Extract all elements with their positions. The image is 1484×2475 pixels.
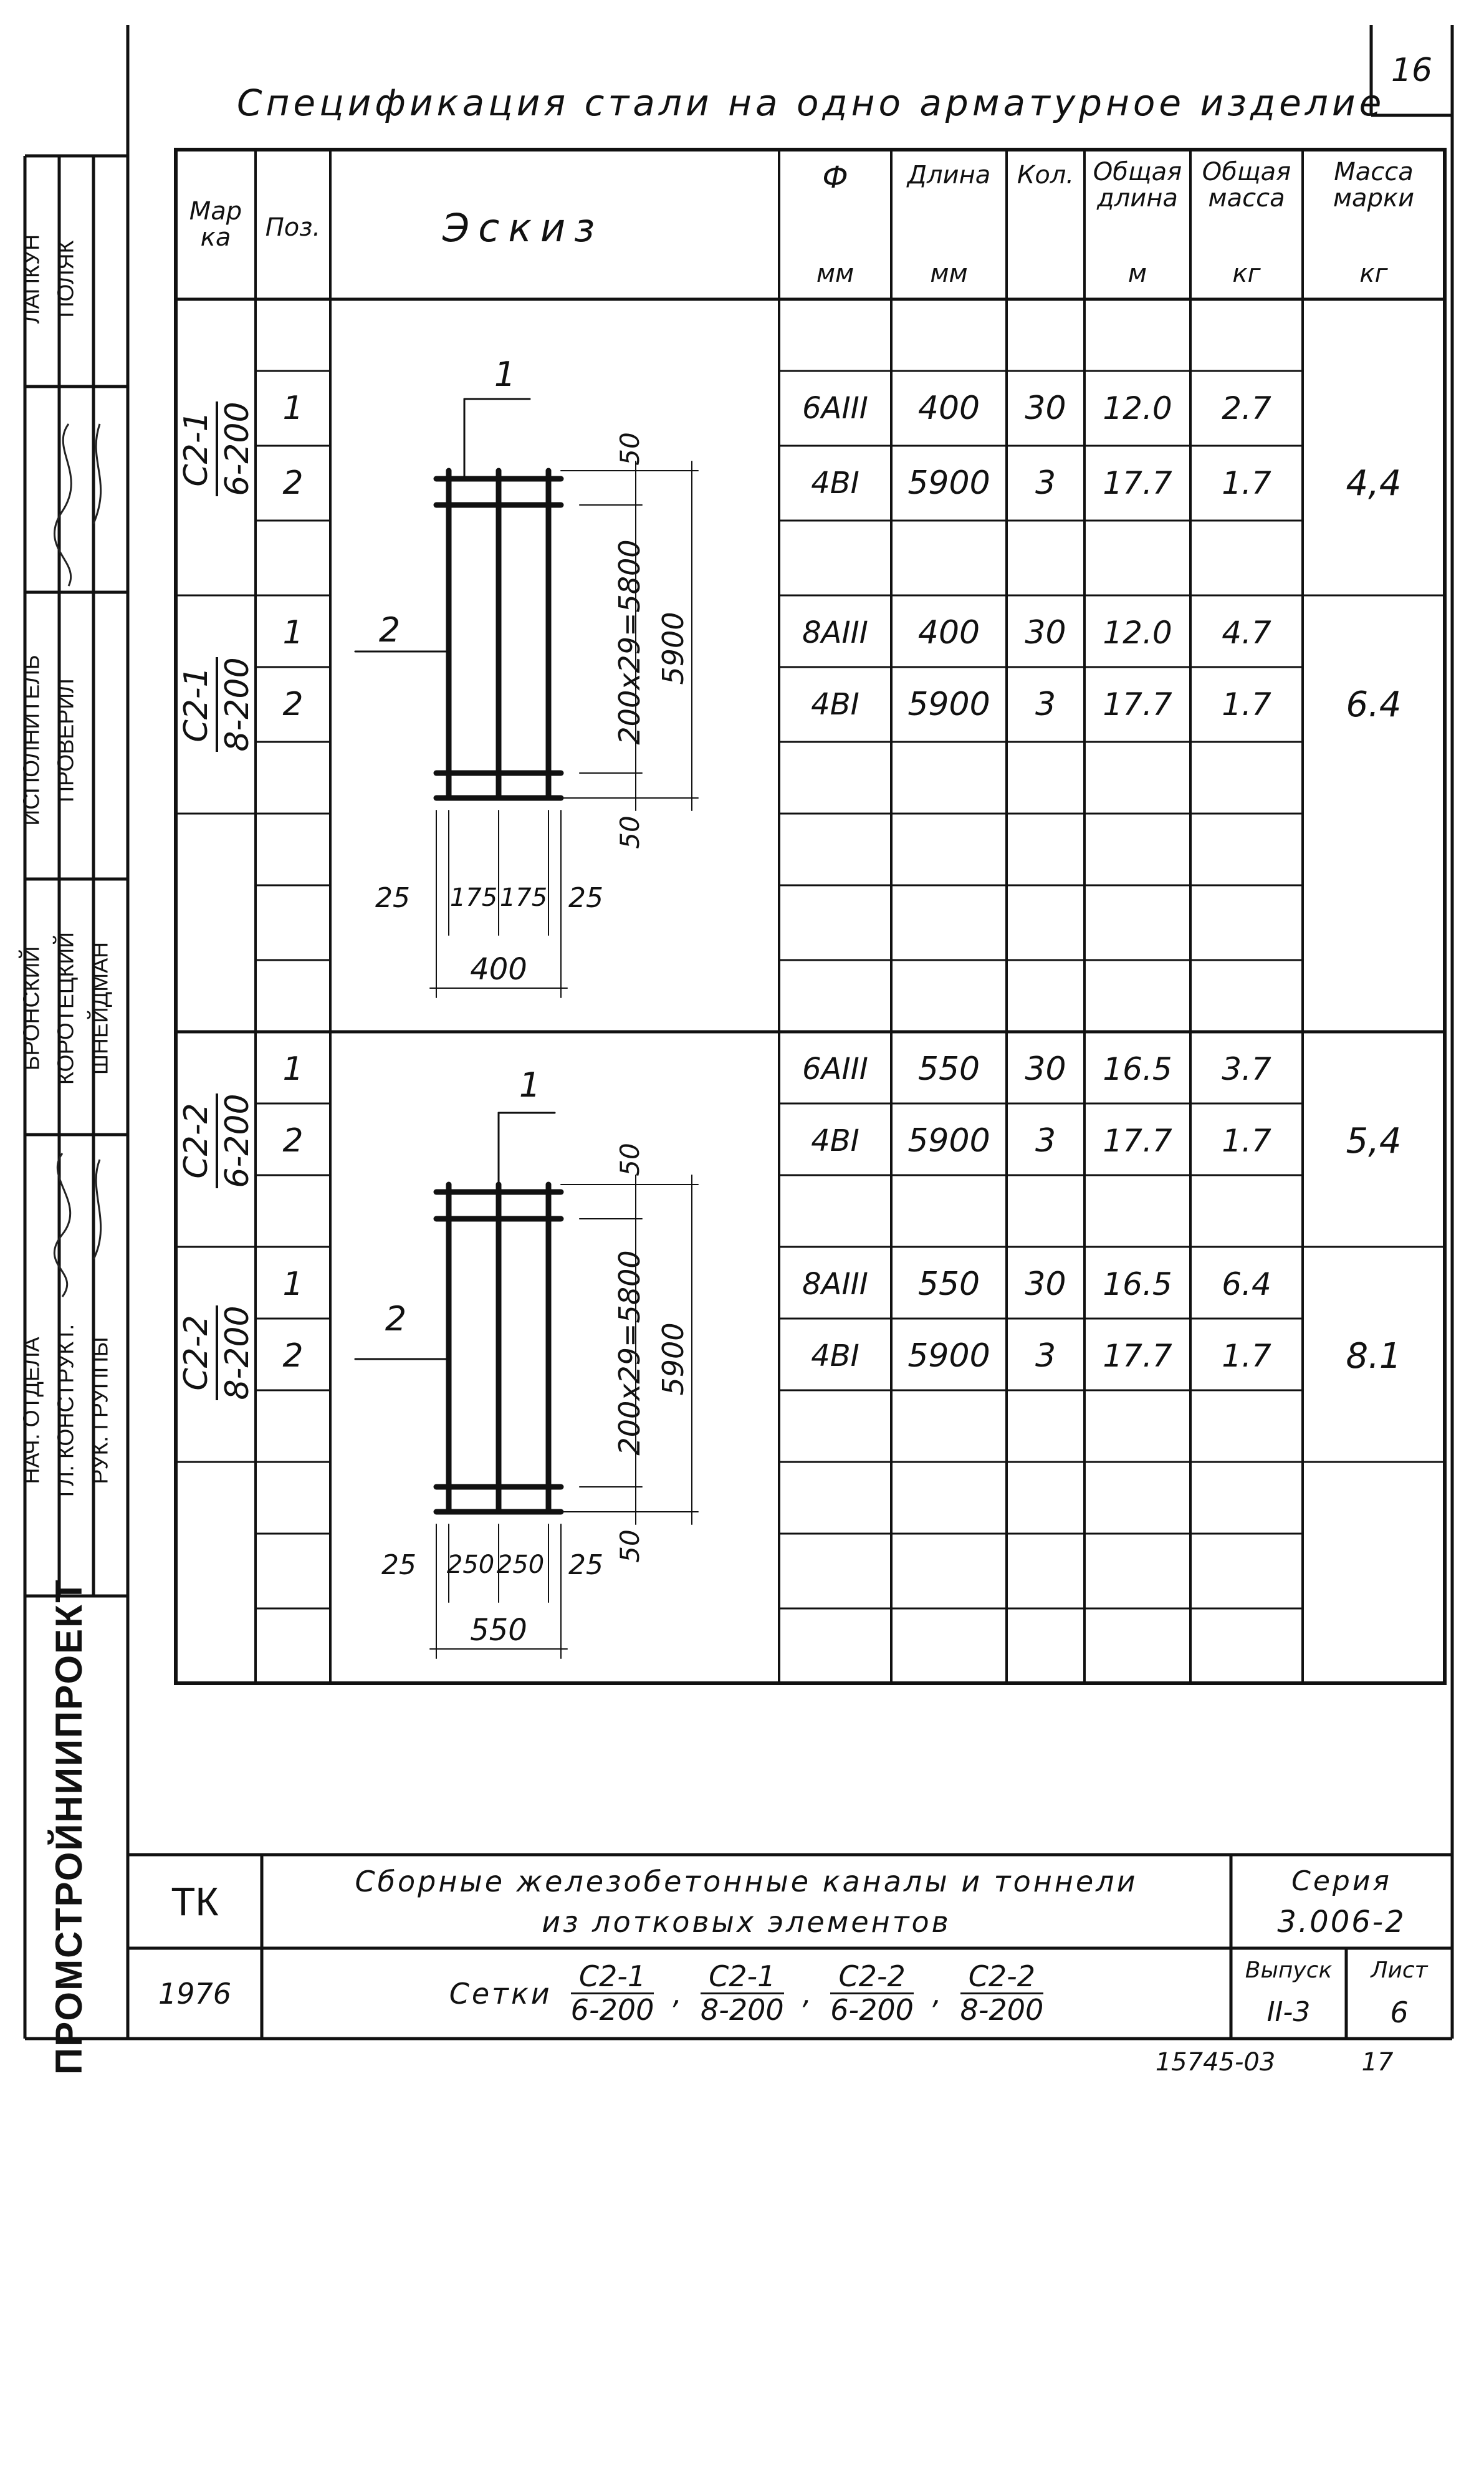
- sketch1-w3: 175: [499, 883, 548, 912]
- mark-mass: 5,4: [1346, 1120, 1402, 1161]
- row-len-cell: 5900: [907, 464, 990, 502]
- mark-num: С2-1: [178, 411, 215, 487]
- tb-fraction-den: 6-200: [570, 1993, 654, 2027]
- row-tmass-cell: 1.7: [1222, 1338, 1271, 1374]
- header-total-length-unit: м: [1127, 259, 1147, 288]
- header-eskiz: Эскиз: [443, 204, 604, 251]
- role-1: НАЧ. ОТДЕЛА: [18, 1337, 44, 1484]
- tb-comma: ,: [802, 1976, 812, 2011]
- row-poz-cell: 1: [282, 1266, 304, 1303]
- header-marka-label: Марка: [189, 197, 242, 252]
- page-title: Спецификация стали на одно арматурное изделие: [237, 82, 1386, 124]
- header-length-label: Длина: [907, 161, 991, 190]
- sketch2-pos1: 1: [519, 1065, 541, 1105]
- name-2: КОРОТЕЦКИЙ: [52, 931, 78, 1085]
- tb-series-label: Серия: [1291, 1865, 1392, 1897]
- row-qty-cell: 30: [1025, 1050, 1066, 1088]
- tb-series-value: 3.006-2: [1277, 1904, 1406, 1939]
- row-len-cell: 550: [917, 1266, 980, 1303]
- sketch2-dim-total: 5900: [656, 1322, 690, 1396]
- tb-issue-label: Выпуск: [1245, 1957, 1333, 1983]
- row-tlen-cell: 17.7: [1103, 1123, 1172, 1159]
- name-1: БРОНСКИЙ: [18, 946, 44, 1071]
- row-phi-cell: 4ВI: [811, 466, 859, 501]
- tb-nets: [262, 1951, 1231, 2035]
- mark-den: 6-200: [216, 401, 257, 496]
- name-3: ШНЕЙДМАН: [87, 941, 112, 1075]
- row-poz-cell: 1: [282, 614, 304, 651]
- mark-den: 8-200: [216, 1305, 257, 1400]
- header-mark-mass: [1303, 159, 1445, 287]
- row-tlen-cell: 17.7: [1103, 465, 1172, 501]
- signature-marks: [25, 374, 128, 1340]
- sketch2-dim-bot: 50: [614, 1529, 645, 1563]
- row-phi-cell: 8АIII: [802, 615, 868, 650]
- row-tmass-cell: 1.7: [1222, 465, 1271, 501]
- sketch1-dim-bot: 50: [614, 815, 645, 849]
- sketch2-w4: 25: [568, 1549, 603, 1581]
- mark-label: [178, 368, 256, 530]
- sketch1-dim-top: 50: [614, 432, 645, 466]
- row-poz-cell: 1: [282, 1050, 304, 1088]
- mark-mass: 6.4: [1346, 684, 1402, 725]
- row-qty-cell: 3: [1035, 1122, 1056, 1160]
- row-phi-cell: 6АIII: [802, 1052, 868, 1087]
- header-total-mass: [1190, 159, 1303, 287]
- row-tmass-cell: 1.7: [1222, 686, 1271, 723]
- archive-number: 15745-03: [1155, 2048, 1276, 2077]
- row-qty-cell: 30: [1025, 614, 1066, 651]
- tb-issue-value: II-3: [1266, 1996, 1311, 2028]
- row-tlen-cell: 16.5: [1103, 1051, 1172, 1087]
- row-qty-cell: 3: [1035, 1337, 1056, 1375]
- mark-den: 6-200: [216, 1093, 257, 1188]
- mark-num: С2-1: [178, 666, 215, 742]
- sketch1-dim-mid: 200x29=5800: [613, 539, 646, 745]
- row-tmass-cell: 3.7: [1222, 1051, 1271, 1087]
- sketch1-dim-total: 5900: [656, 612, 690, 685]
- header-length-unit: мм: [930, 259, 968, 288]
- sketch-drawings: [330, 299, 779, 1683]
- row-len-cell: 400: [917, 390, 980, 427]
- row-qty-cell: 30: [1025, 1266, 1066, 1303]
- tb-fraction-num: С2-2: [838, 1959, 906, 1994]
- sketch1-w2: 175: [449, 883, 498, 912]
- tb-fraction-num: С2-2: [968, 1959, 1036, 1994]
- sketch2-dim-top: 50: [614, 1143, 645, 1176]
- header-count: [1007, 162, 1084, 287]
- row-phi-cell: 4ВI: [811, 687, 859, 722]
- tb-code: ТК: [171, 1879, 219, 1924]
- sketch1-pos1: 1: [494, 354, 516, 394]
- tb-fraction-den: 8-200: [700, 1993, 784, 2027]
- sketch2-w1: 25: [381, 1549, 416, 1581]
- sketch2-dim-mid: 200x29=5800: [613, 1250, 646, 1456]
- header-total-length: [1084, 159, 1190, 287]
- header-total-mass-label: Общая масса: [1202, 158, 1291, 213]
- tb-fraction-den: 8-200: [960, 1993, 1044, 2027]
- row-poz-cell: 2: [282, 464, 304, 502]
- mark-num: С2-2: [178, 1103, 215, 1179]
- tb-fraction-den: 6-200: [830, 1993, 914, 2027]
- sketch2-w-total: 550: [470, 1613, 527, 1648]
- mark-label: [178, 623, 256, 786]
- tb-fraction-num: С2-1: [709, 1959, 776, 1994]
- role-5: ПРОВЕРИЛ: [52, 678, 78, 802]
- page-number: 17: [1361, 2048, 1394, 2077]
- row-phi-cell: 4ВI: [811, 1338, 859, 1373]
- mark-label: [178, 1060, 256, 1222]
- row-phi-cell: 4ВI: [811, 1123, 859, 1158]
- row-tmass-cell: 1.7: [1222, 1123, 1271, 1159]
- row-tlen-cell: 12.0: [1103, 390, 1172, 426]
- tb-name-line1: Сборные железобетонные каналы и тоннели: [355, 1864, 1138, 1898]
- row-qty-cell: 3: [1035, 464, 1056, 502]
- mark-den: 8-200: [216, 657, 257, 751]
- tb-fraction: [830, 1961, 914, 2026]
- row-len-cell: 5900: [907, 1337, 990, 1375]
- sketch1-w1: 25: [375, 882, 410, 914]
- row-qty-cell: 3: [1035, 686, 1056, 723]
- header-total-length-label: Общая длина: [1093, 158, 1182, 213]
- row-tlen-cell: 12.0: [1103, 615, 1172, 651]
- row-tlen-cell: 17.7: [1103, 686, 1172, 723]
- tb-year: 1976: [158, 1976, 232, 2011]
- role-2: ГЛ. КОНСТРУКТ.: [52, 1324, 78, 1497]
- row-tmass-cell: 4.7: [1222, 615, 1271, 651]
- header-phi-label: Ф: [822, 160, 848, 195]
- sketch1-w-total: 400: [470, 952, 527, 987]
- row-tmass-cell: 2.7: [1222, 390, 1271, 426]
- name-4: ЛАПКУН: [18, 234, 44, 324]
- row-poz-cell: 2: [282, 1122, 304, 1160]
- header-phi-unit: мм: [816, 259, 854, 288]
- tb-comma: ,: [673, 1976, 682, 2011]
- row-phi-cell: 6АIII: [802, 391, 868, 426]
- mark-mass: 4,4: [1346, 463, 1402, 504]
- row-qty-cell: 30: [1025, 390, 1066, 427]
- row-tmass-cell: 6.4: [1222, 1266, 1271, 1302]
- mark-num: С2-2: [178, 1315, 215, 1391]
- sketch2-pos2: 2: [385, 1299, 407, 1338]
- header-mark-mass-unit: кг: [1359, 259, 1388, 288]
- row-len-cell: 5900: [907, 686, 990, 723]
- row-len-cell: 550: [917, 1050, 980, 1088]
- header-count-label: Кол.: [1017, 161, 1075, 190]
- row-poz-cell: 1: [282, 390, 304, 427]
- sketch1-pos2: 2: [378, 610, 401, 650]
- header-length: [891, 162, 1007, 287]
- sketch1-w4: 25: [568, 882, 603, 914]
- sketch2-w2: 250: [446, 1550, 495, 1579]
- row-len-cell: 5900: [907, 1122, 990, 1160]
- org-name-text: ПРОМСТРОЙНИИПРОЕКТ: [47, 1579, 90, 2075]
- sheet-number: 16: [1391, 51, 1433, 89]
- name-5: ПОЛЯК: [52, 240, 78, 318]
- tb-name-line2: из лотковых элементов: [542, 1905, 951, 1939]
- row-poz-cell: 2: [282, 686, 304, 723]
- role-3: РУК. ГРУППЫ: [87, 1337, 112, 1484]
- tb-comma: ,: [932, 1976, 942, 2011]
- role-4: ИСПОЛНИТЕЛЬ: [18, 655, 44, 826]
- header-poz: Поз.: [265, 213, 321, 242]
- header-phi: [779, 162, 891, 287]
- mark-mass: 8.1: [1346, 1335, 1402, 1377]
- header-mark-mass-label: Масса марки: [1333, 158, 1415, 213]
- row-poz-cell: 2: [282, 1337, 304, 1375]
- tb-sheet-value: 6: [1390, 1995, 1409, 2029]
- tb-fraction: [701, 1961, 784, 2026]
- row-phi-cell: 8АIII: [802, 1267, 868, 1302]
- row-len-cell: 400: [917, 614, 980, 651]
- row-tlen-cell: 16.5: [1103, 1266, 1172, 1302]
- row-tlen-cell: 17.7: [1103, 1338, 1172, 1374]
- tb-nets-label: Сетки: [449, 1976, 552, 2011]
- tb-fraction: [960, 1961, 1044, 2026]
- tb-fraction-num: С2-1: [578, 1959, 646, 1994]
- sketch2-w3: 250: [496, 1550, 545, 1579]
- header-total-mass-unit: кг: [1232, 259, 1261, 288]
- header-marka: [176, 187, 256, 262]
- mark-label: [178, 1272, 256, 1434]
- tb-fraction: [571, 1961, 654, 2026]
- tb-sheet-label: Лист: [1371, 1957, 1428, 1983]
